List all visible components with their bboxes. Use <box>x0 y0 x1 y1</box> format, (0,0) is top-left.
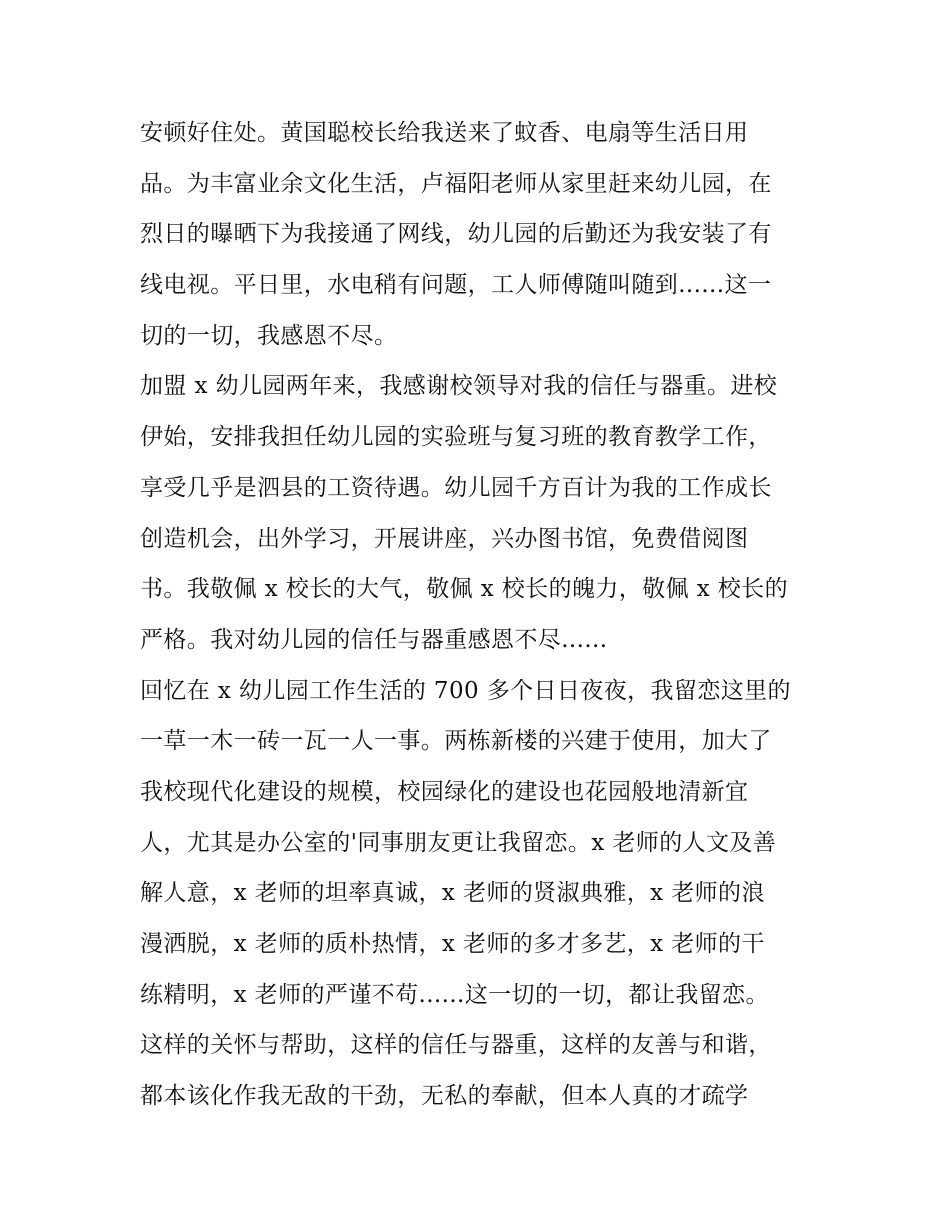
body-text <box>140 108 820 1122</box>
text-line: 这样的关怀与帮助，这样的信任与器重，这样的友善与和谐， <box>140 1032 772 1059</box>
text-line: 人，尤其是办公室的'同事朋友更让我留恋。x 老师的人文及善 <box>140 829 777 856</box>
text-line: 享受几乎是泗县的工资待遇。幼儿园千方百计为我的工作成长 <box>140 474 772 501</box>
text-line: 品。为丰富业余文化生活，卢福阳老师从家里赶来幼儿园，在 <box>140 170 772 197</box>
text-line: 烈日的曝晒下为我接通了网线，幼儿园的后勤还为我安装了有 <box>140 221 772 248</box>
text-line: 伊始，安排我担任幼儿园的实验班与复习班的教育教学工作， <box>140 424 772 451</box>
text-line: 一草一木一砖一瓦一人一事。两栋新楼的兴建于使用，加大了 <box>140 728 772 755</box>
text-line: 都本该化作我无敌的干劲，无私的奉献，但本人真的才疏学 <box>140 1083 749 1110</box>
text-line: 线电视。平日里，水电稍有问题，工人师傅随叫随到......这一 <box>140 272 772 299</box>
text-line: 解人意，x 老师的坦率真诚，x 老师的贤淑典雅，x 老师的浪 <box>140 880 765 907</box>
text-line: 安顿好住处。黄国聪校长给我送来了蚊香、电扇等生活日用 <box>140 120 749 146</box>
text-line: 回忆在 x 幼儿园工作生活的 700 多个日日夜夜，我留恋这里的 <box>140 677 791 704</box>
text-line: 创造机会，出外学习，开展讲座，兴办图书馆，免费借阅图 <box>140 525 749 552</box>
text-line: 练精明，x 老师的严谨不苟......这一切的一切，都让我留恋。 <box>140 981 769 1008</box>
text-line: 我校现代化建设的规模，校园绿化的建设也花园般地清新宜 <box>140 778 749 805</box>
text-line: 切的一切，我感恩不尽。 <box>140 322 398 349</box>
text-line: 漫洒脱，x 老师的质朴热情，x 老师的多才多艺，x 老师的干 <box>140 931 765 957</box>
text-line: 加盟 x 幼儿园两年来，我感谢校领导对我的信任与器重。进校 <box>140 373 778 400</box>
text-line: 书。我敬佩 x 校长的大气，敬佩 x 校长的魄力，敬佩 x 校长的 <box>140 576 788 603</box>
text-line: 严格。我对幼儿园的信任与器重感恩不尽...... <box>140 626 608 653</box>
